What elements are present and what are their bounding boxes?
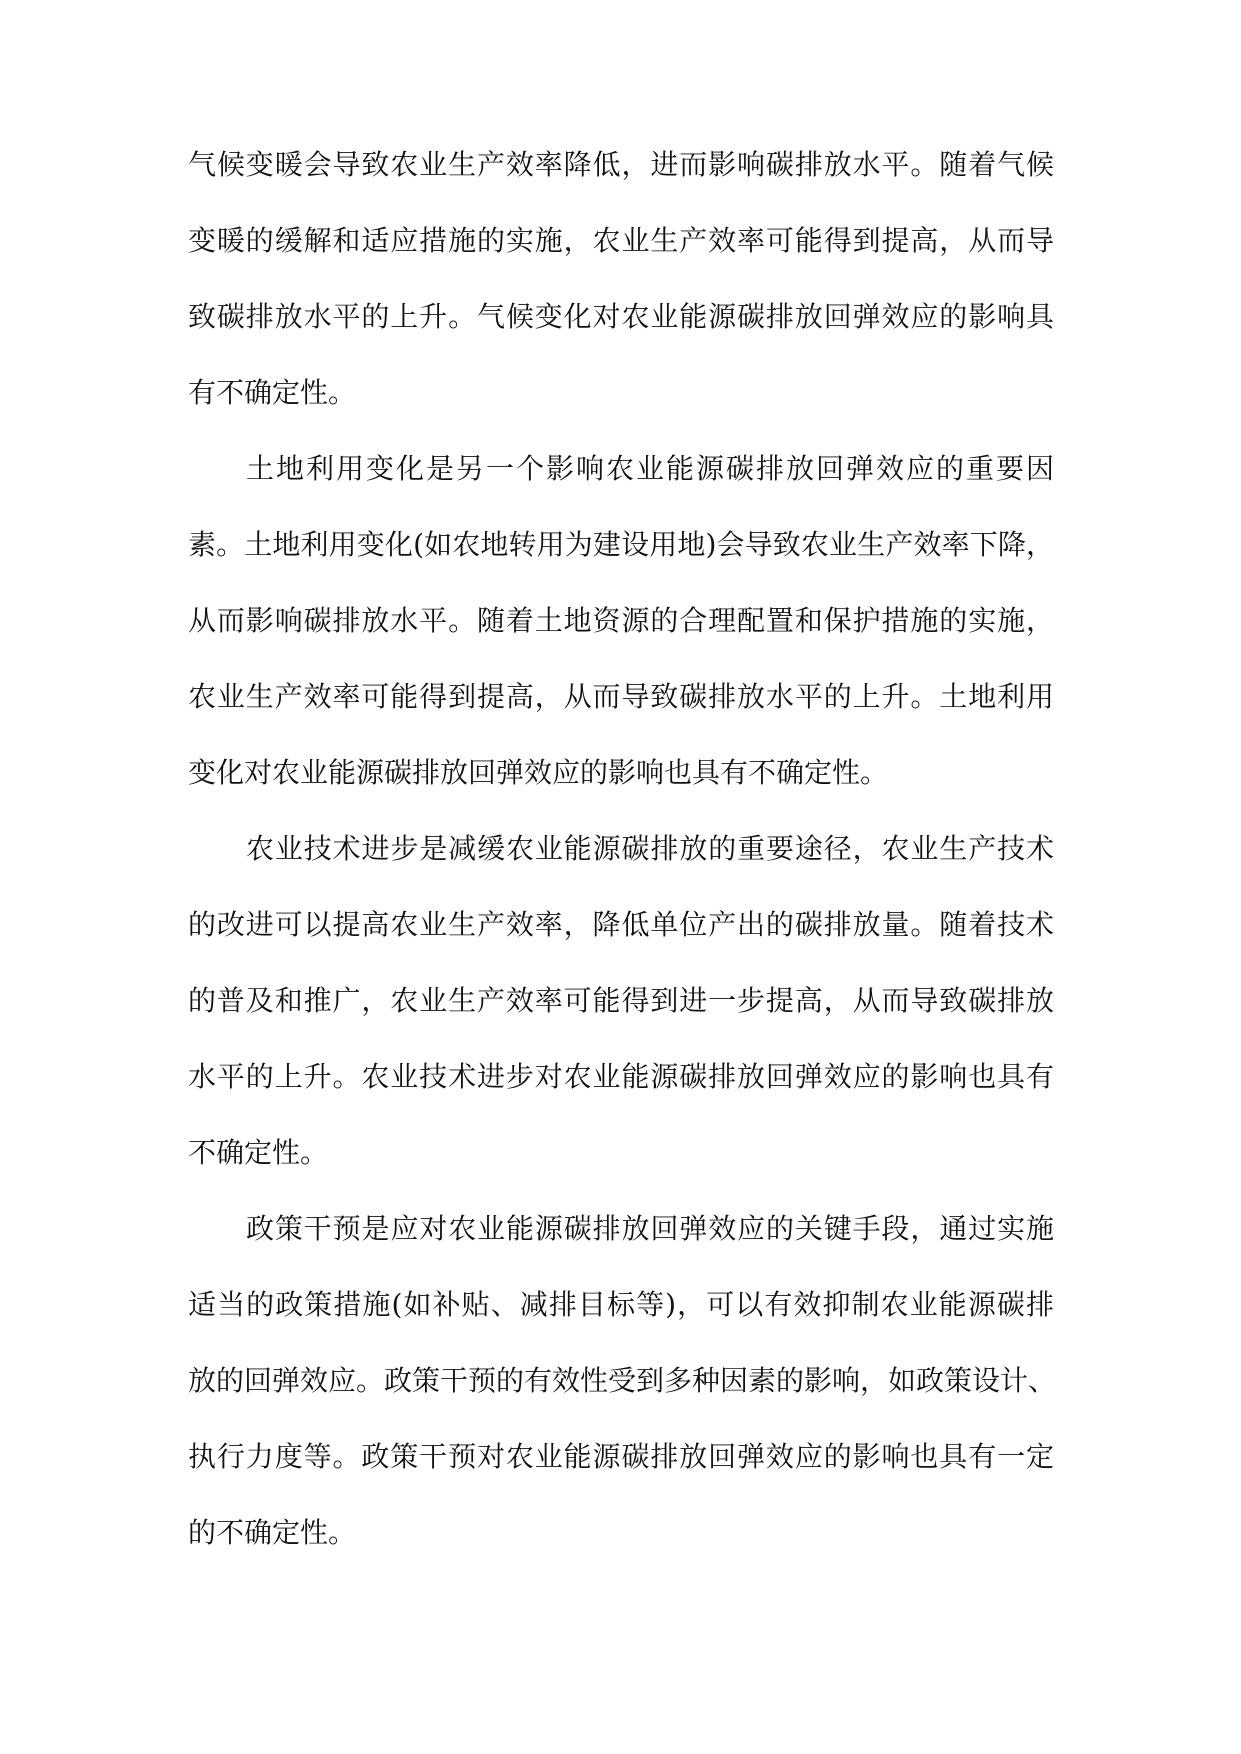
paragraph-4-line-2: 适当的政策措施(如补贴、减排目标等)，可以有效抑制农业能源碳排 [188, 1288, 1054, 1321]
paragraph-2-line-2: 素。土地利用变化(如农地转用为建设用地)会导致农业生产效率下降， [188, 528, 1054, 561]
paragraph-1-line-3: 致碳排放水平的上升。气候变化对农业能源碳排放回弹效应的影响具 [188, 300, 1054, 333]
paragraph-1-line-4: 有不确定性。 [188, 376, 357, 409]
paragraph-2-line-5: 变化对农业能源碳排放回弹效应的影响也具有不确定性。 [188, 756, 889, 789]
paragraph-4-line-4: 执行力度等。政策干预对农业能源碳排放回弹效应的影响也具有一定 [188, 1440, 1054, 1473]
paragraph-4-line-3: 放的回弹效应。政策干预的有效性受到多种因素的影响，如政策设计、 [188, 1364, 1057, 1397]
paragraph-3-line-3: 的普及和推广，农业生产效率可能得到进一步提高，从而导致碳排放 [188, 984, 1054, 1017]
paragraph-3-line-4: 水平的上升。农业技术进步对农业能源碳排放回弹效应的影响也具有 [188, 1060, 1054, 1093]
paragraph-3-line-2: 的改进可以提高农业生产效率，降低单位产出的碳排放量。随着技术 [188, 908, 1054, 941]
paragraph-4-line-5: 的不确定性。 [188, 1516, 357, 1549]
paragraph-1-line-2: 变暖的缓解和适应措施的实施，农业生产效率可能得到提高，从而导 [188, 224, 1054, 257]
paragraph-2-line-1: 土地利用变化是另一个影响农业能源碳排放回弹效应的重要因 [246, 452, 1054, 485]
body-text [188, 148, 1057, 1592]
paragraph-3-line-5: 不确定性。 [188, 1136, 329, 1169]
paragraph-4-line-1: 政策干预是应对农业能源碳排放回弹效应的关键手段，通过实施 [246, 1212, 1054, 1245]
paragraph-2-line-3: 从而影响碳排放水平。随着土地资源的合理配置和保护措施的实施， [188, 604, 1054, 637]
paragraph-1-line-1: 气候变暖会导致农业生产效率降低，进而影响碳排放水平。随着气候 [188, 148, 1054, 181]
paragraph-2-line-4: 农业生产效率可能得到提高，从而导致碳排放水平的上升。土地利用 [188, 680, 1054, 713]
paragraph-3-line-1: 农业技术进步是减缓农业能源碳排放的重要途径，农业生产技术 [246, 832, 1054, 865]
